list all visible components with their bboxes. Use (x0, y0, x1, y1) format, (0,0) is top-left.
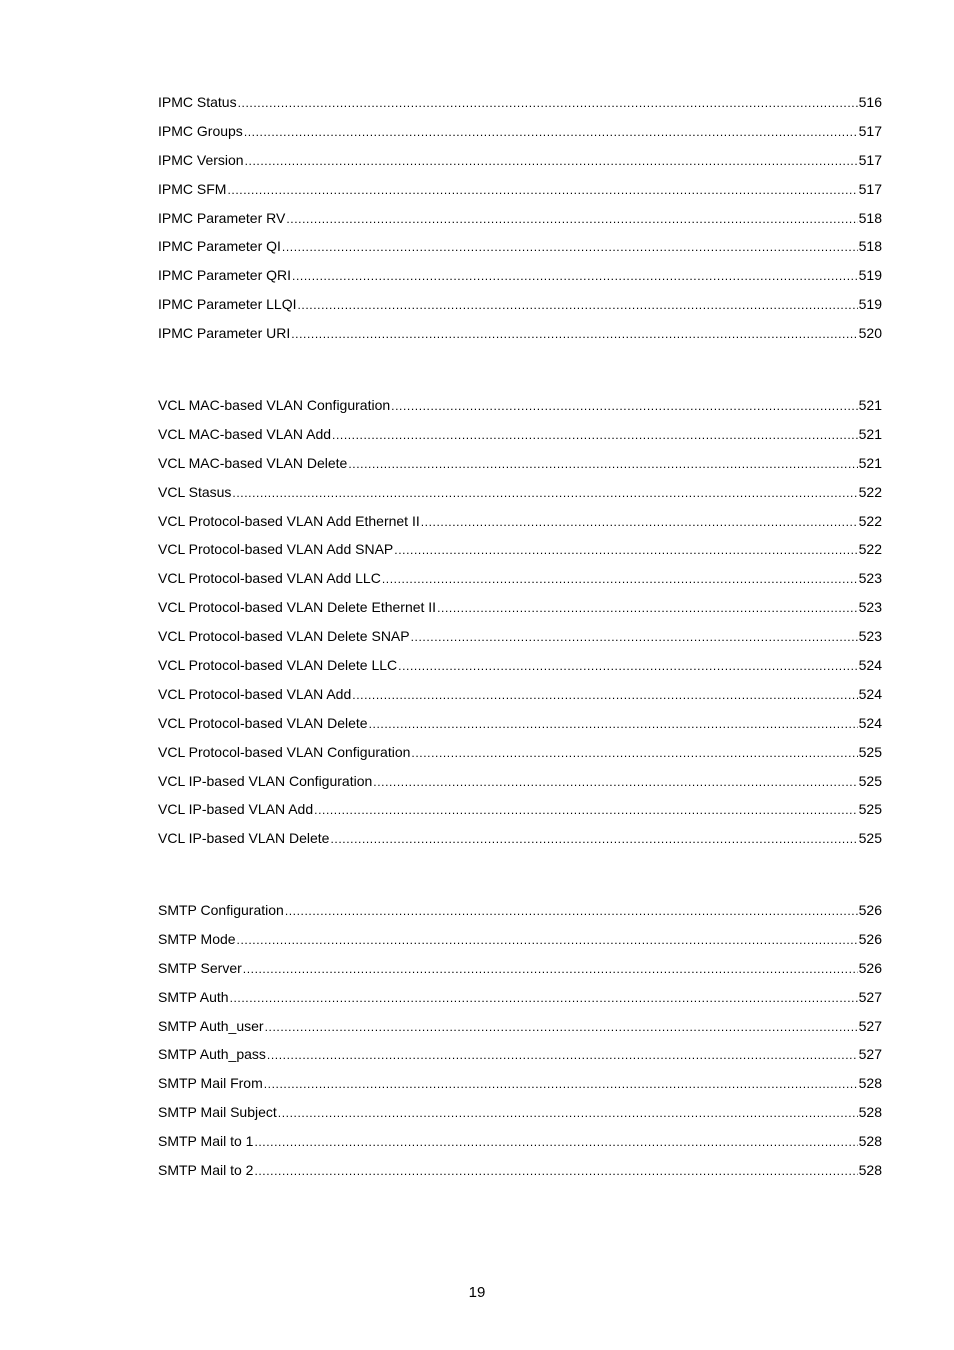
toc-dot-leader (238, 95, 858, 111)
toc-entry-page: 521 (858, 454, 882, 471)
toc-entry[interactable] (158, 686, 882, 715)
toc-dot-leader (411, 629, 858, 645)
toc-entry-title: SMTP Mail From (158, 1075, 263, 1092)
toc-entry-title: VCL IP-based VLAN Configuration (158, 772, 373, 789)
toc-entry-page: 517 (858, 122, 882, 139)
toc-entry-title: VCL MAC-based VLAN Add (158, 425, 332, 442)
toc-entry-title: VCL Protocol-based VLAN Configuration (158, 743, 411, 760)
toc-entry[interactable] (158, 325, 882, 354)
toc-entry-title: VCL IP-based VLAN Delete (158, 830, 330, 847)
toc-entry[interactable] (158, 744, 882, 773)
toc-entry-page: 525 (858, 801, 882, 818)
toc-dot-leader (267, 1047, 858, 1063)
toc-entry-title: VCL Protocol-based VLAN Add LLC (158, 570, 381, 587)
toc-entry[interactable] (158, 238, 882, 267)
toc-entry[interactable] (158, 570, 882, 599)
toc-entry-title: IPMC Groups (158, 122, 243, 139)
toc-dot-leader (352, 687, 857, 703)
toc-entry-title: IPMC Parameter QRI (158, 267, 292, 284)
toc-entry-title: VCL Stasus (158, 483, 232, 500)
toc-group-ipmc (158, 94, 882, 354)
toc-entry-title: SMTP Configuration (158, 902, 284, 918)
toc-entry-page: 521 (858, 397, 882, 413)
toc-entry[interactable] (158, 94, 882, 123)
toc-dot-leader (245, 153, 858, 169)
toc-dot-leader (282, 239, 858, 255)
toc-entry-page: 518 (858, 238, 882, 255)
toc-dot-leader (286, 211, 857, 227)
toc-entry-page: 518 (858, 209, 882, 226)
toc-entry-page: 527 (858, 1017, 882, 1034)
toc-entry-page: 526 (858, 959, 882, 976)
toc-entry[interactable] (158, 773, 882, 802)
toc-dot-leader (314, 802, 858, 818)
toc-entry-title: SMTP Auth_pass (158, 1046, 266, 1063)
toc-entry-title: IPMC Parameter RV (158, 209, 286, 226)
toc-entry-page: 520 (858, 325, 882, 342)
toc-entry-title: VCL MAC-based VLAN Configuration (158, 397, 391, 413)
toc-entry[interactable] (158, 513, 882, 542)
toc-entry[interactable] (158, 541, 882, 570)
toc-dot-leader (264, 1076, 858, 1092)
toc-entry[interactable] (158, 397, 882, 426)
toc-entry-title: VCL Protocol-based VLAN Add Ethernet II (158, 512, 420, 529)
toc-entry[interactable] (158, 830, 882, 859)
toc-entry-title: VCL Protocol-based VLAN Add SNAP (158, 541, 394, 558)
toc-entry-page: 523 (858, 628, 882, 645)
toc-dot-leader (227, 182, 857, 198)
table-of-contents (158, 902, 882, 1191)
toc-entry[interactable] (158, 1018, 882, 1047)
toc-entry-title: SMTP Mail to 1 (158, 1133, 254, 1150)
toc-entry-title: IPMC Status (158, 94, 237, 110)
toc-entry-page: 525 (858, 830, 882, 847)
toc-dot-leader (373, 774, 857, 790)
toc-dot-leader (292, 268, 858, 284)
toc-entry[interactable] (158, 801, 882, 830)
toc-entry-page: 519 (858, 267, 882, 284)
toc-dot-leader (291, 326, 857, 342)
toc-entry-page: 523 (858, 599, 882, 616)
toc-entry[interactable] (158, 267, 882, 296)
toc-dot-leader (230, 990, 858, 1006)
toc-entry-page: 525 (858, 772, 882, 789)
toc-dot-leader (244, 124, 858, 140)
toc-entry-page: 522 (858, 512, 882, 529)
toc-entry-page: 528 (858, 1162, 882, 1179)
toc-dot-leader (332, 427, 858, 443)
toc-entry-title: VCL MAC-based VLAN Delete (158, 454, 348, 471)
toc-dot-leader (232, 485, 857, 501)
toc-entry[interactable] (158, 296, 882, 325)
toc-entry-page: 516 (858, 94, 882, 110)
toc-dot-leader (330, 831, 857, 847)
toc-dot-leader (398, 658, 857, 674)
toc-entry-title: IPMC SFM (158, 180, 227, 197)
toc-entry[interactable] (158, 599, 882, 628)
toc-dot-leader (437, 600, 858, 616)
toc-entry-page: 524 (858, 714, 882, 731)
toc-dot-leader (382, 571, 858, 587)
toc-entry[interactable] (158, 657, 882, 686)
toc-entry-title: VCL Protocol-based VLAN Add (158, 685, 352, 702)
toc-entry[interactable] (158, 989, 882, 1018)
toc-entry[interactable] (158, 426, 882, 455)
toc-entry-page: 524 (858, 685, 882, 702)
toc-entry-page: 523 (858, 570, 882, 587)
toc-dot-leader (237, 932, 858, 948)
toc-entry-title: SMTP Mode (158, 930, 236, 947)
toc-dot-leader (254, 1163, 857, 1179)
table-of-contents (158, 397, 882, 859)
toc-entry-page: 522 (858, 541, 882, 558)
toc-dot-leader (394, 542, 857, 558)
toc-group-vcl (158, 397, 882, 859)
toc-dot-leader (391, 398, 857, 414)
toc-entry[interactable] (158, 960, 882, 989)
toc-dot-leader (421, 514, 858, 530)
toc-entry[interactable] (158, 181, 882, 210)
toc-entry[interactable] (158, 152, 882, 181)
toc-entry[interactable] (158, 715, 882, 744)
toc-entry-page: 519 (858, 296, 882, 313)
toc-entry-page: 526 (858, 930, 882, 947)
page-number: 19 (468, 1284, 486, 1301)
toc-entry-title: IPMC Parameter URI (158, 325, 291, 342)
toc-entry-page: 521 (858, 425, 882, 442)
toc-entry-page: 524 (858, 657, 882, 674)
toc-entry-title: SMTP Mail to 2 (158, 1162, 254, 1179)
toc-entry[interactable] (158, 931, 882, 960)
toc-group-smtp (158, 902, 882, 1191)
toc-entry-page: 517 (858, 180, 882, 197)
toc-entry-title: IPMC Version (158, 151, 244, 168)
toc-entry-title: VCL Protocol-based VLAN Delete Ethernet II (158, 599, 437, 616)
toc-entry[interactable] (158, 455, 882, 484)
toc-dot-leader (285, 903, 858, 919)
toc-dot-leader (369, 716, 858, 732)
toc-entry[interactable] (158, 1133, 882, 1162)
toc-entry-title: SMTP Auth (158, 988, 229, 1005)
toc-entry[interactable] (158, 123, 882, 152)
toc-entry-page: 522 (858, 483, 882, 500)
toc-dot-leader (298, 297, 858, 313)
toc-dot-leader (265, 1019, 858, 1035)
toc-entry-page: 517 (858, 151, 882, 168)
toc-entry-title: VCL Protocol-based VLAN Delete LLC (158, 657, 398, 674)
toc-entry-page: 528 (858, 1104, 882, 1121)
table-of-contents (158, 94, 882, 354)
toc-entry-title: IPMC Parameter QI (158, 238, 281, 255)
toc-dot-leader (278, 1105, 858, 1121)
toc-entry-title: VCL Protocol-based VLAN Delete (158, 714, 368, 731)
toc-entry-page: 526 (858, 902, 882, 918)
toc-dot-leader (411, 745, 857, 761)
toc-entry-page: 525 (858, 743, 882, 760)
toc-dot-leader (348, 456, 857, 472)
toc-entry-title: SMTP Server (158, 959, 242, 976)
toc-entry-title: SMTP Auth_user (158, 1017, 264, 1034)
toc-entry[interactable] (158, 1046, 882, 1075)
toc-entry-page: 527 (858, 988, 882, 1005)
toc-entry[interactable] (158, 1075, 882, 1104)
toc-entry-title: IPMC Parameter LLQI (158, 296, 297, 313)
toc-entry-page: 528 (858, 1133, 882, 1150)
toc-entry-title: VCL Protocol-based VLAN Delete SNAP (158, 628, 410, 645)
toc-dot-leader (243, 961, 858, 977)
toc-entry[interactable] (158, 1104, 882, 1133)
toc-entry-page: 528 (858, 1075, 882, 1092)
toc-entry-title: SMTP Mail Subject (158, 1104, 277, 1121)
toc-entry[interactable] (158, 902, 882, 931)
toc-entry[interactable] (158, 1162, 882, 1191)
toc-dot-leader (254, 1134, 857, 1150)
toc-entry-page: 527 (858, 1046, 882, 1063)
toc-entry[interactable] (158, 628, 882, 657)
toc-entry[interactable] (158, 210, 882, 239)
toc-entry-title: VCL IP-based VLAN Add (158, 801, 314, 818)
toc-entry[interactable] (158, 484, 882, 513)
